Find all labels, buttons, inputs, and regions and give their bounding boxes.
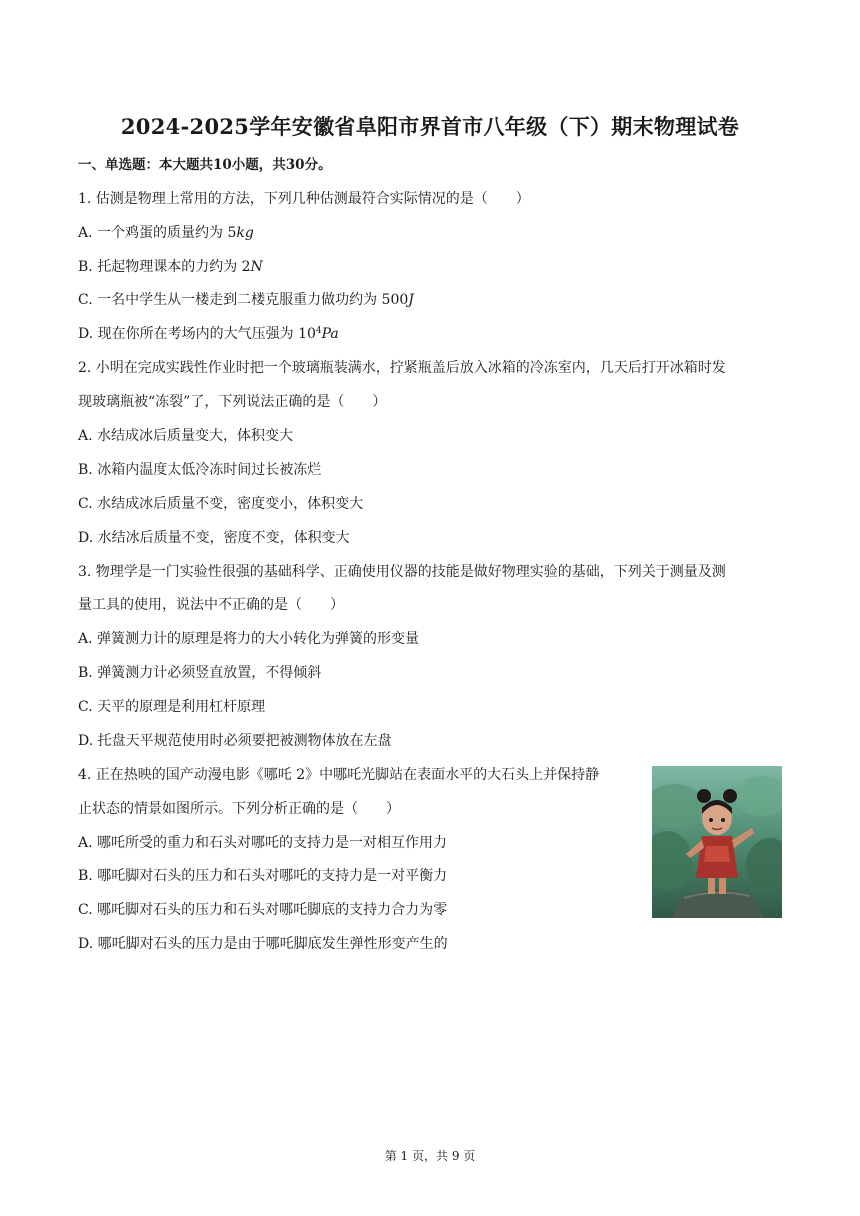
q1-option-d [78, 323, 339, 345]
q4-stem-line2: 止状态的情景如图所示。下列分析正确的是（ ） [78, 801, 400, 817]
q1-option-a-text: A. 一个鸡蛋的质量约为 5 [78, 225, 237, 241]
q3-option-a: A. 弹簧测力计的原理是将力的大小转化为弹簧的形变量 [78, 631, 420, 647]
q2-stem-line2: 现玻璃瓶被“冻裂”了，下列说法正确的是（ ） [78, 394, 387, 410]
q1-option-b-unit: N [250, 259, 263, 275]
q3-option-b: B. 弹簧测力计必须竖直放置，不得倾斜 [78, 665, 322, 681]
section-heading: 一、单选题：本大题共10小题，共30分。 [78, 157, 332, 173]
q1-option-d-exponent: 4 [315, 326, 322, 336]
q3-stem-line1: 3. 物理学是一门实验性很强的基础科学、正确使用仪器的技能是做好物理实验的基础，下列关于测量及测 [78, 564, 726, 580]
q1-option-a [78, 222, 254, 244]
q4-option-d: D. 哪吒脚对石头的压力是由于哪吒脚底发生弹性形变产生的 [78, 936, 448, 952]
q4-option-a: A. 哪吒所受的重力和石头对哪吒的支持力是一对相互作用力 [78, 835, 448, 851]
q1-option-c-text: C. 一名中学生从一楼走到二楼克服重力做功约为 500 [78, 292, 409, 308]
q2-option-b: B. 冰箱内温度太低冷冻时间过长被冻烂 [78, 462, 322, 478]
q1-option-b [78, 256, 263, 278]
q1-option-b-text: B. 托起物理课本的力约为 2 [78, 259, 251, 275]
q4-stem-line1: 4. 正在热映的国产动漫电影《哪吒 2》中哪吒光脚站在表面水平的大石头上并保持静 [78, 767, 600, 783]
q3-option-d: D. 托盘天平规范使用时必须要把被测物体放在左盘 [78, 733, 392, 749]
q1-option-c [78, 289, 414, 311]
q1-option-a-unit: kg [236, 225, 254, 241]
q2-option-d: D. 水结冰后质量不变，密度不变，体积变大 [78, 530, 350, 546]
q3-stem-line2: 量工具的使用，说法中不正确的是（ ） [78, 597, 344, 613]
q4-option-b: B. 哪吒脚对石头的压力和石头对哪吒的支持力是一对平衡力 [78, 868, 448, 884]
q1-option-d-unit: Pa [321, 326, 339, 342]
q2-stem-line1: 2. 小明在完成实践性作业时把一个玻璃瓶装满水，拧紧瓶盖后放入冰箱的冷冻室内，几天后打开冰箱时发 [78, 360, 726, 376]
exam-title: 2024-2025学年安徽省阜阳市界首市八年级（下）期末物理试卷 [120, 114, 740, 139]
q3-option-c: C. 天平的原理是利用杠杆原理 [78, 699, 266, 715]
q2-option-a: A. 水结成冰后质量变大，体积变大 [78, 428, 294, 444]
q4-option-c: C. 哪吒脚对石头的压力和石头对哪吒脚底的支持力合力为零 [78, 902, 448, 918]
q1-stem: 1. 估测是物理上常用的方法，下列几种估测最符合实际情况的是（ ） [78, 191, 530, 207]
nezha-figure-image [652, 766, 782, 918]
q1-option-c-unit: J [408, 292, 414, 308]
page-footer: 第 1 页，共 9 页 [384, 1149, 476, 1163]
q1-option-d-text: D. 现在你所在考场内的大气压强为 10 [78, 326, 316, 342]
q2-option-c: C. 水结成冰后质量不变，密度变小，体积变大 [78, 496, 364, 512]
